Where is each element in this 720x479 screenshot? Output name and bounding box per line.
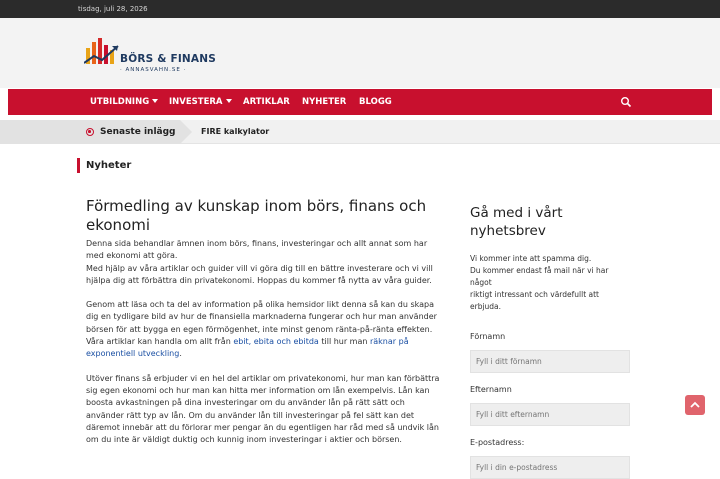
logo-subtitle: · ANNASVAHN.SE · — [120, 67, 187, 73]
latest-posts-ticker — [0, 120, 720, 144]
newsletter-text — [470, 253, 632, 313]
newsletter-line-1: Vi kommer inte att spamma dig. — [470, 254, 592, 263]
chevron-down-icon — [226, 99, 232, 103]
site-header — [0, 18, 720, 88]
nav-item-artiklar[interactable] — [243, 89, 290, 115]
chevron-down-icon — [152, 99, 158, 103]
lastname-label: Efternamn — [470, 385, 512, 394]
search-icon[interactable] — [620, 96, 632, 108]
nav-item-label: INVESTERA — [169, 97, 223, 107]
ebit-link[interactable]: ebit, ebita och ebitda — [233, 337, 319, 347]
email-label: E-postadress: — [470, 438, 525, 447]
nav-item-utbildning[interactable] — [90, 89, 158, 115]
back-to-top-button[interactable] — [685, 395, 705, 415]
lastname-field[interactable] — [470, 403, 630, 426]
nav-item-label: ARTIKLAR — [243, 97, 290, 107]
nav-item-blogg[interactable] — [359, 89, 392, 115]
exponential-link[interactable]: räknar på exponentiell utveckling — [86, 337, 409, 359]
intro-text-2: Med hjälp av våra artiklar och guider vill vi göra dig till en bättre investerare och vi vill hjälpa dig att förbättra din privatekonomi. Hoppas du kommer få nytta av våra guider. — [86, 263, 433, 285]
intro-text: Denna sida behandlar ämnen inom börs, finans, investeringar och allt annat som har med ekonomi att göra. — [86, 239, 428, 261]
nav-item-label: BLOGG — [359, 97, 392, 107]
nav-item-nyheter[interactable] — [302, 89, 346, 115]
body-paragraph-2: Utöver finans så erbjuder vi en hel del artiklar om privatekonomi, hur man kan förbättra sig egen ekonomi och hur man kan hitta mer information om lån exempelvis. Lån kan boosta avkastningen på dina investeringar om du använder lån på rätt sätt och använder rätt typ av lån. Om du använder lån till investeringar på fel sätt kan det däremot innebär att du förlorar mer pengar än du egentligen har råd med så undvik lån om du inte är väldigt duktig och kunnig inom investeringar i aktier och börsen. — [86, 373, 440, 445]
firstname-field[interactable] — [470, 350, 630, 373]
main-navigation — [8, 89, 712, 115]
logo-title: BÖRS & FINANS — [120, 53, 216, 65]
live-dot-icon — [86, 128, 94, 136]
newsletter-line-3: riktigt intressant och värdefullt att erbjuda. — [470, 290, 599, 311]
nav-item-investera[interactable] — [169, 89, 232, 115]
ticker-post-link[interactable]: FIRE kalkylator — [201, 127, 270, 136]
chevron-up-icon — [685, 395, 705, 415]
page-heading: Förmedling av kunskap inom börs, finans och ekonomi — [86, 197, 427, 234]
logo-bars-icon — [84, 36, 120, 66]
nav-item-label: NYHETER — [302, 97, 347, 107]
main-content — [86, 197, 442, 446]
body-text-end: . — [179, 349, 182, 359]
body-text-mid: till hur man — [318, 337, 370, 347]
firstname-label: Förnamn — [470, 332, 506, 341]
nav-item-label: UTBILDNING — [90, 97, 150, 107]
newsletter-widget — [470, 204, 632, 479]
intro-paragraph — [86, 238, 442, 287]
body-text: Genom att läsa och ta del av information på olika hemsidor likt denna så kan du skapa dig en tydligare bild av hur de finansiella marknaderna fungerar och hur man använder börsen för att bygga en egen förmögenhet, inte minst genom ränta-på-ränta effekten. Våra artiklar kan handla om allt från — [86, 300, 437, 347]
ticker-label: Senaste inlägg — [100, 127, 176, 137]
newsletter-line-2: Du kommer endast få mail när vi har något — [470, 266, 609, 287]
top-bar — [0, 0, 720, 18]
current-date: tisdag, juli 28, 2026 — [78, 5, 148, 13]
newsletter-heading: Gå med i vårt nyhetsbrev — [470, 205, 563, 239]
section-title: Nyheter — [77, 158, 131, 173]
site-logo[interactable] — [82, 36, 216, 78]
body-paragraph — [86, 299, 442, 360]
email-field[interactable] — [470, 456, 630, 479]
